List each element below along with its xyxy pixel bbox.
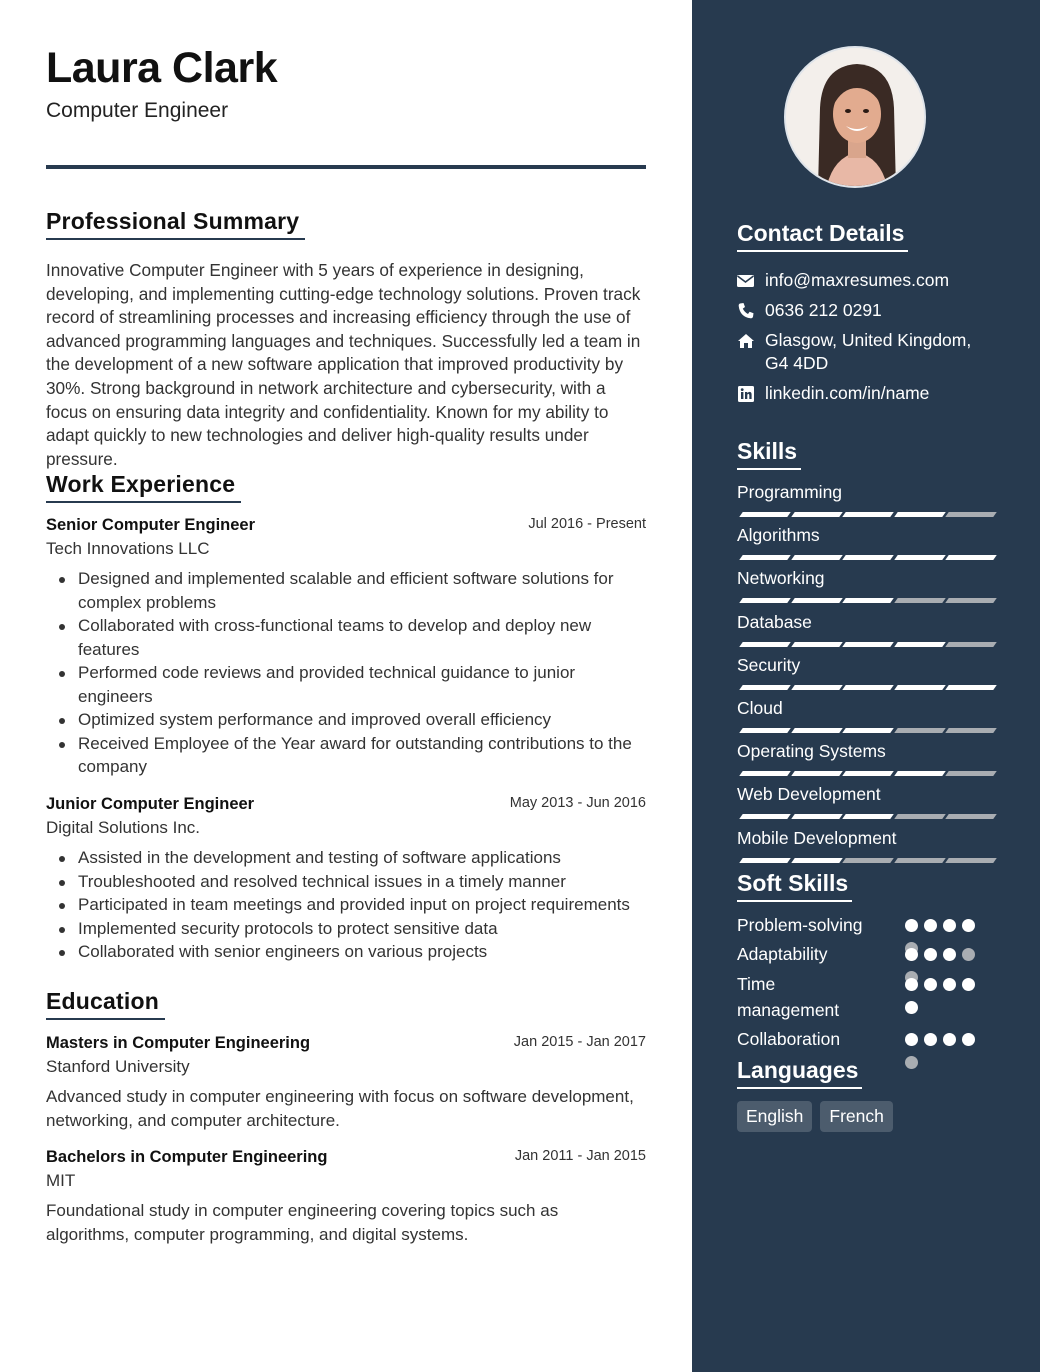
phone-text: 0636 212 0291	[765, 300, 882, 320]
job-dates: Jul 2016 - Present	[528, 516, 646, 532]
skill-level-meter	[737, 771, 997, 777]
job-bullets	[46, 567, 646, 779]
skill-level-segment	[739, 555, 791, 560]
contact-heading: Contact Details	[737, 220, 908, 252]
candidate-name: Laura Clark	[46, 44, 278, 92]
soft-skill-name: Collaboration	[737, 1029, 841, 1049]
soft-skill-level-dot	[905, 919, 918, 932]
skill-level-segment	[842, 814, 894, 819]
job-bullet: Troubleshooted and resolved technical issues in a timely manner	[46, 870, 646, 894]
education-entry	[46, 1148, 646, 1246]
soft-skill-level-dot	[924, 978, 937, 991]
skill-level-segment	[791, 814, 843, 819]
skill-item	[737, 568, 997, 589]
skill-level-segment	[791, 858, 843, 863]
soft-skill-level-dot	[943, 948, 956, 961]
contact-list	[737, 269, 1007, 405]
soft-skill-level-dot	[924, 1033, 937, 1046]
skill-level-segment	[894, 728, 946, 733]
skill-level-segment	[945, 512, 997, 517]
soft-skill-level-dot	[962, 1033, 975, 1046]
skill-level-meter	[737, 512, 997, 518]
soft-skill-level-dot	[943, 919, 956, 932]
skill-level-segment	[791, 728, 843, 733]
skill-level-segment	[739, 685, 791, 690]
linkedin-text: linkedin.com/in/name	[765, 383, 930, 403]
education-description: Foundational study in computer engineering covering topics such as algorithms, computer programming, and digital systems.	[46, 1201, 559, 1244]
skill-level-segment	[894, 858, 946, 863]
skill-level-segment	[945, 771, 997, 776]
job-bullet: Optimized system performance and improved overall efficiency	[46, 708, 646, 732]
skill-level-segment	[739, 771, 791, 776]
sidebar	[692, 0, 1040, 1372]
skill-level-meter	[737, 598, 997, 604]
skill-item	[737, 482, 997, 503]
skill-name: Cloud	[737, 698, 783, 718]
education-dates: Jan 2015 - Jan 2017	[513, 1034, 646, 1050]
job-bullet: Designed and implemented scalable and efficient software solutions for complex problems	[46, 567, 646, 614]
soft-skill-level-dot	[905, 1056, 918, 1069]
job-company: Digital Solutions Inc.	[46, 818, 201, 837]
job-company: Tech Innovations LLC	[46, 539, 210, 558]
skill-item	[737, 525, 997, 546]
job-entry	[46, 795, 646, 964]
skill-level-segment	[894, 814, 946, 819]
soft-skill-item	[737, 941, 1007, 967]
summary-heading: Professional Summary	[46, 208, 305, 240]
skills-heading: Skills	[737, 438, 801, 470]
skill-level-meter	[737, 685, 997, 691]
email-text: info@maxresumes.com	[765, 270, 950, 290]
skill-level-segment	[791, 642, 843, 647]
skill-level-segment	[842, 858, 894, 863]
education-description: Advanced study in computer engineering with focus on software development, networking, and computer architecture.	[46, 1087, 634, 1130]
soft-skill-level-dot	[962, 948, 975, 961]
job-bullet: Participated in team meetings and provided input on project requirements	[46, 893, 646, 917]
skill-level-segment	[894, 598, 946, 603]
header-divider	[46, 165, 646, 169]
skill-name: Mobile Development	[737, 827, 897, 848]
skill-level-segment	[945, 642, 997, 647]
education-heading: Education	[46, 988, 165, 1020]
soft-skill-level-dot	[943, 1033, 956, 1046]
skill-level-segment	[842, 771, 894, 776]
soft-skill-level-dot	[924, 948, 937, 961]
skill-level-meter	[737, 555, 997, 561]
soft-skill-item	[737, 971, 1007, 1023]
soft-skill-level-dot	[924, 919, 937, 932]
profile-photo	[784, 46, 926, 188]
contact-linkedin[interactable]	[737, 382, 1007, 405]
skill-level-segment	[894, 642, 946, 647]
soft-skill-level-dot	[905, 948, 918, 961]
contact-email[interactable]	[737, 269, 1007, 292]
soft-skill-level-dot	[943, 978, 956, 991]
soft-skill-item	[737, 912, 1007, 938]
skill-level-segment	[791, 771, 843, 776]
school-name: Stanford University	[46, 1057, 190, 1076]
skill-level-segment	[842, 512, 894, 517]
skill-level-segment	[945, 814, 997, 819]
address-line-2: G4 4DD	[765, 353, 829, 373]
skill-level-meter	[737, 642, 997, 648]
languages-heading: Languages	[737, 1057, 862, 1089]
contact-address	[737, 329, 1007, 375]
skill-name: Operating Systems	[737, 741, 886, 762]
skill-level-segment	[894, 771, 946, 776]
skill-level-segment	[739, 512, 791, 517]
skill-level-segment	[842, 642, 894, 647]
languages-list	[737, 1101, 893, 1132]
skill-name: Web Development	[737, 784, 881, 805]
skill-level-segment	[739, 642, 791, 647]
skill-level-segment	[791, 685, 843, 690]
skill-level-segment	[894, 685, 946, 690]
summary-text: Innovative Computer Engineer with 5 years of experience in designing, developing, and implementing cutting-edge technology solutions. Proven track record of streamlining processes and increasing efficiency through the use of advanced programming languages and techniques. Successfully led a team in the development of a new software application that improved productivity by 30%. Strong background in network architecture and cybersecurity, with a focus on ensuring data integrity and confidentiality. Known for my ability to adapt quickly to new technologies and deliver high-quality results under pressure.	[46, 260, 641, 469]
soft-skill-name: Problem-solving	[737, 915, 863, 935]
job-bullets	[46, 846, 646, 964]
skill-level-segment	[894, 555, 946, 560]
skill-level-meter	[737, 728, 997, 734]
home-icon	[737, 332, 755, 350]
skill-level-segment	[791, 512, 843, 517]
skill-name: Security	[737, 654, 801, 675]
job-entry	[46, 516, 646, 779]
skill-level-segment	[739, 728, 791, 733]
job-title: Junior Computer Engineer	[46, 795, 255, 813]
skill-level-segment	[791, 555, 843, 560]
skill-name: Database	[737, 611, 812, 632]
job-bullet: Received Employee of the Year award for outstanding contributions to the company	[46, 732, 646, 779]
skill-level-segment	[739, 814, 791, 819]
skill-level-segment	[945, 685, 997, 690]
soft-skills-heading: Soft Skills	[737, 870, 852, 902]
skill-item	[737, 655, 997, 676]
job-bullet: Assisted in the development and testing of software applications	[46, 846, 646, 870]
soft-skill-name: Adaptability	[737, 944, 828, 964]
skill-level-segment	[945, 858, 997, 863]
skill-level-segment	[842, 555, 894, 560]
skill-level-segment	[842, 598, 894, 603]
contact-phone[interactable]	[737, 299, 1007, 322]
degree-title: Bachelors in Computer Engineering	[46, 1148, 328, 1166]
school-name: MIT	[46, 1171, 76, 1190]
job-bullet: Performed code reviews and provided technical guidance to junior engineers	[46, 661, 646, 708]
skill-name: Programming	[737, 482, 843, 502]
skill-item	[737, 741, 997, 762]
phone-icon	[737, 302, 755, 320]
skill-item	[737, 612, 997, 633]
language-tag: English	[737, 1101, 812, 1132]
soft-skill-level-dot	[905, 1001, 918, 1014]
skill-level-segment	[945, 728, 997, 733]
soft-skill-name: Time management	[737, 974, 840, 1020]
job-bullet: Implemented security protocols to protect sensitive data	[46, 917, 646, 941]
skill-level-segment	[739, 598, 791, 603]
soft-skill-level-dot	[962, 978, 975, 991]
candidate-title: Computer Engineer	[46, 99, 229, 122]
language-tag: French	[820, 1101, 892, 1132]
soft-skill-level-dot	[905, 978, 918, 991]
skill-item	[737, 698, 997, 719]
job-bullet: Collaborated with cross-functional teams to develop and deploy new features	[46, 614, 646, 661]
job-bullet: Collaborated with senior engineers on various projects	[46, 940, 646, 964]
skill-level-meter	[737, 858, 997, 864]
skill-name: Algorithms	[737, 525, 820, 546]
skill-level-meter	[737, 814, 997, 820]
skill-level-segment	[791, 598, 843, 603]
skill-level-segment	[842, 728, 894, 733]
portrait-illustration	[786, 48, 926, 188]
skill-level-segment	[842, 685, 894, 690]
experience-heading: Work Experience	[46, 471, 241, 503]
skill-level-segment	[739, 858, 791, 863]
skill-level-segment	[894, 512, 946, 517]
linkedin-icon	[737, 385, 755, 403]
skill-level-segment	[945, 555, 997, 560]
education-entry	[46, 1034, 646, 1132]
education-dates: Jan 2011 - Jan 2015	[514, 1148, 646, 1164]
skill-item	[737, 828, 997, 849]
address-line-1: Glasgow, United Kingdom,	[765, 330, 972, 350]
skill-item	[737, 784, 997, 805]
skill-level-segment	[945, 598, 997, 603]
soft-skill-level-dot	[905, 1033, 918, 1046]
envelope-icon	[737, 272, 755, 290]
job-title: Senior Computer Engineer	[46, 516, 256, 534]
soft-skill-level-dot	[962, 919, 975, 932]
soft-skill-item	[737, 1026, 1007, 1052]
job-dates: May 2013 - Jun 2016	[509, 795, 646, 811]
skill-name: Networking	[737, 568, 825, 589]
degree-title: Masters in Computer Engineering	[46, 1034, 311, 1052]
